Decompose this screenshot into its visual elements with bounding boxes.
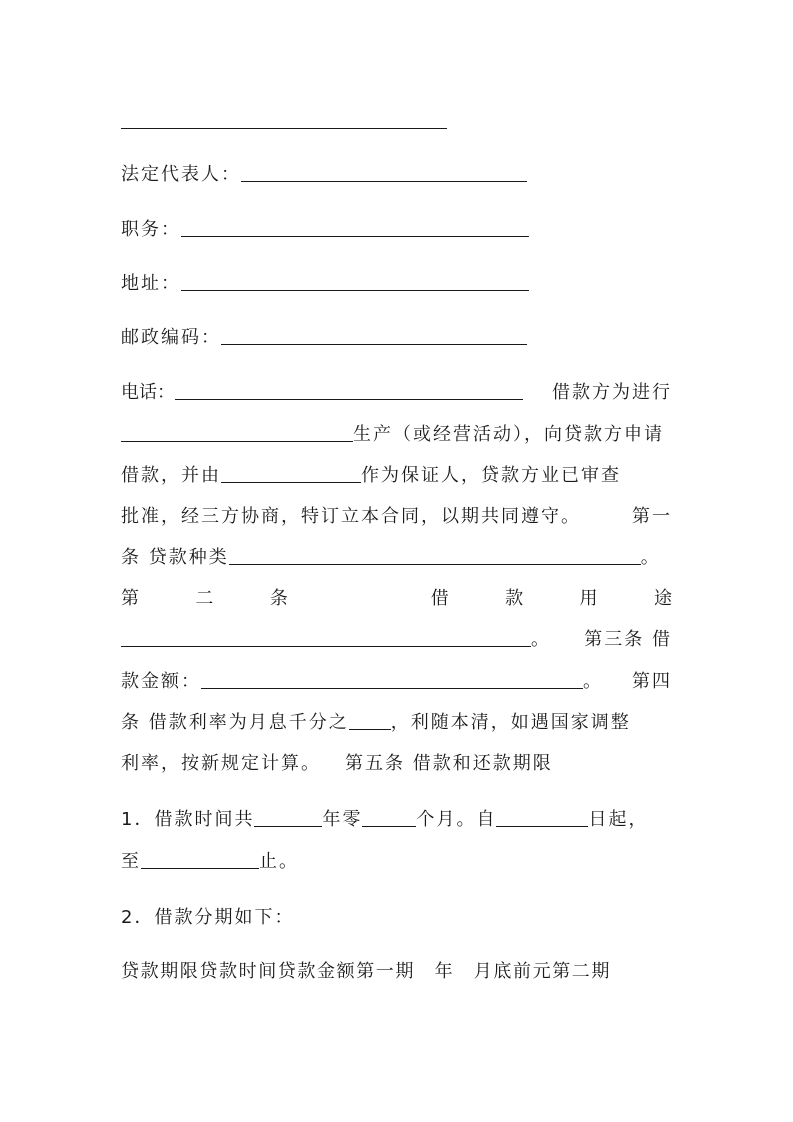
article-2-char: 用: [579, 588, 598, 609]
paragraph-line-2: [121, 423, 664, 447]
paragraph-text: 借款，并由: [121, 465, 221, 486]
article-2-char: 条: [269, 588, 288, 609]
paragraph-text: 作为保证人，贷款方业已审查: [361, 465, 621, 486]
guarantor-blank[interactable]: [221, 464, 361, 483]
item-1-text: 日起，: [588, 809, 649, 830]
paragraph-text: 生产（或经营活动），向贷款方申请: [353, 424, 664, 445]
loan-purpose-blank[interactable]: [121, 628, 531, 647]
address-line: [121, 272, 529, 296]
item-1-text: 止。: [259, 851, 299, 872]
item-2-line: [121, 906, 294, 930]
item-1-text: 至: [121, 851, 141, 872]
article-2-char: 款: [505, 588, 524, 609]
article-2-char: 借: [430, 588, 449, 609]
item-1-text: 1．借款时间共: [121, 809, 255, 830]
loan-type-blank[interactable]: [229, 546, 641, 565]
postcode-blank[interactable]: [221, 326, 527, 345]
article-4-label: 第四: [632, 671, 672, 692]
article-2-purpose-line: [121, 628, 672, 652]
start-date-blank[interactable]: [496, 808, 588, 827]
punctuation: 。: [583, 671, 601, 692]
paragraph-line-3: [121, 464, 621, 488]
amount-label: 款金额：: [121, 671, 201, 692]
item-2-text: 2．借款分期如下：: [121, 907, 295, 928]
paragraph-text: ，利随本清，如遇国家调整: [390, 712, 631, 733]
legal-representative-blank[interactable]: [241, 163, 527, 182]
interest-rate-blank[interactable]: [349, 711, 391, 730]
address-label: 地址：: [121, 273, 181, 294]
position-label: 职务：: [121, 219, 181, 240]
article-2-char: 途: [653, 588, 672, 609]
paragraph-text: 利率，按新规定计算。: [121, 753, 321, 774]
paragraph-line-4: [121, 505, 672, 529]
months-blank[interactable]: [362, 808, 416, 827]
end-date-blank[interactable]: [141, 850, 259, 869]
item-1-end-line: [121, 850, 299, 874]
paragraph-text: 借款方为进行: [552, 382, 672, 403]
legal-representative-line: [121, 163, 527, 187]
article-2-line: [121, 587, 672, 611]
punctuation: 。: [640, 547, 661, 568]
article-3-amount-line: [121, 670, 672, 694]
years-blank[interactable]: [254, 808, 322, 827]
article-4-end-line: [121, 752, 553, 776]
phone-label: 电话：: [121, 382, 175, 403]
article-1-line: [121, 546, 661, 570]
position-line: [121, 218, 529, 242]
postcode-label: 邮政编码：: [121, 327, 221, 348]
article-2-char: 二: [195, 588, 214, 609]
article-3-label: 第三条 借: [584, 629, 672, 650]
phone-line: [121, 381, 672, 405]
table-text: 贷款期限贷款时间贷款金额第一期 年 月底前元第二期: [121, 961, 611, 982]
item-1-text: 年零: [322, 809, 363, 830]
article-4-line: [121, 711, 631, 735]
phone-blank[interactable]: [175, 381, 523, 400]
production-blank[interactable]: [121, 423, 353, 442]
paragraph-text: 第一: [632, 506, 672, 527]
article-2-char: 第: [121, 588, 139, 609]
blank-field[interactable]: [121, 110, 447, 129]
article-1-label: 条 贷款种类: [121, 547, 229, 568]
address-blank[interactable]: [181, 272, 529, 291]
punctuation: 。: [531, 629, 549, 650]
loan-amount-blank[interactable]: [201, 670, 583, 689]
paragraph-text: 条 借款利率为月息千分之: [121, 712, 349, 733]
postcode-line: [121, 326, 527, 350]
paragraph-text: 批准，经三方协商，特订立本合同，以期共同遵守。: [121, 506, 581, 527]
top-blank-line: [121, 110, 447, 134]
item-1-line: [121, 808, 648, 832]
position-blank[interactable]: [181, 218, 529, 237]
table-header-line: [121, 960, 611, 984]
article-5-heading: 第五条 借款和还款期限: [345, 753, 553, 774]
legal-representative-label: 法定代表人：: [121, 164, 241, 185]
item-1-text: 个月。自: [416, 809, 497, 830]
